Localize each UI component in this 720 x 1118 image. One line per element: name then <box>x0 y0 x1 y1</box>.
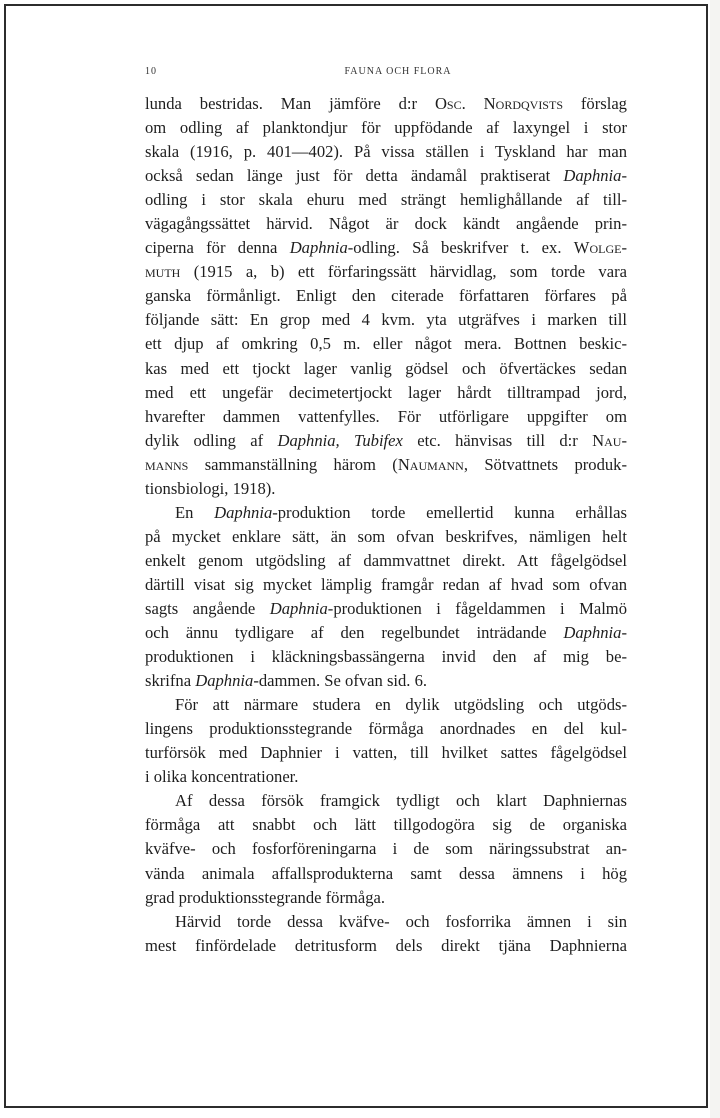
text-run: Af dessa försök framgick tydligt och klart Daphniernas <box>175 791 627 811</box>
page-number: 10 <box>145 66 157 77</box>
text-line <box>145 573 627 597</box>
text-run: med ett ungefär decimetertjockt lager hårdt tilltrampad jord, <box>145 382 627 402</box>
text-run: (1915 a, b) ett förfaringssätt härvidlag, som torde vara <box>180 262 627 282</box>
text-run: dylik odling af <box>145 430 278 450</box>
text-line <box>145 837 627 861</box>
text-run: kväfve- och fosforföreningarna i de som näringssubstrat an- <box>145 839 627 859</box>
text-line <box>145 549 627 573</box>
text-run: För att närmare studera en dylik utgödsling och utgöds- <box>175 695 627 715</box>
text-line <box>145 188 627 212</box>
italic-text: Daphnia <box>214 502 273 522</box>
small-caps-text: manns <box>145 454 189 474</box>
text-run: förslag <box>563 94 627 113</box>
text-line <box>145 308 627 332</box>
text-line <box>145 669 627 693</box>
text-line <box>145 621 627 645</box>
text-line <box>145 693 627 717</box>
text-run: enkelt genom utgödsling af dammvattnet direkt. Att fågelgödsel <box>145 550 627 570</box>
italic-text: Daphnia <box>269 598 328 618</box>
small-caps-text: Wolge- <box>573 238 627 258</box>
text-line <box>145 116 627 140</box>
text-line <box>145 357 627 381</box>
text-run: om odling af planktondjur för uppfödande af laxyngel i stor <box>145 118 627 138</box>
text-run: -dammen. Se ofvan sid. 6. <box>253 671 428 691</box>
running-header <box>145 66 627 82</box>
text-line <box>145 910 627 934</box>
body-text <box>145 92 627 958</box>
text-line <box>145 477 627 501</box>
text-line <box>145 717 627 741</box>
text-line <box>145 405 627 429</box>
text-run: tionsbiologi, 1918). <box>145 478 276 498</box>
small-caps-text: muth <box>145 262 181 282</box>
text-run: -produktion torde emellertid kunna erhållas <box>272 502 627 522</box>
text-run: hvarefter dammen vattenfylles. För utförligare uppgifter om <box>145 406 627 426</box>
text-run: -odling. Så beskrifver t. ex. <box>347 238 574 258</box>
text-run: ganska förmånligt. Enligt den citerade författaren förfares på <box>145 286 627 306</box>
text-run: skala (1916, p. 401—402). På vissa ställen i Tyskland har man <box>145 142 627 162</box>
text-line <box>145 236 627 260</box>
page-edge <box>710 0 720 1118</box>
text-line <box>145 525 627 549</box>
text-line <box>145 862 627 886</box>
text-line <box>145 813 627 837</box>
text-run: också sedan länge just för detta ändamål praktiserat <box>145 166 564 186</box>
text-line <box>145 212 627 236</box>
text-run: grad produktionsstegrande förmåga. <box>145 887 386 907</box>
text-run: ett djup af omkring 0,5 m. eller något mera. Bottnen beskic- <box>145 334 627 354</box>
italic-text: Daphnia- <box>563 166 627 186</box>
text-run: lingens produktionsstegrande förmåga anordnades en del kul- <box>145 719 627 739</box>
text-line <box>145 645 627 669</box>
text-line <box>145 164 627 188</box>
text-line <box>145 429 627 453</box>
text-line <box>145 597 627 621</box>
text-line <box>145 332 627 356</box>
text-run: mest finfördelade detritusform dels direkt tjäna Daphnierna <box>145 935 627 955</box>
text-run: turförsök med Daphnier i vatten, till hvilket sattes fågelgödsel <box>145 743 627 763</box>
running-title: FAUNA OCH FLORA <box>344 66 452 77</box>
text-run: lunda bestridas. Man jämföre d:r <box>145 94 435 113</box>
text-run: kas med ett tjockt lager vanlig gödsel och öfvertäckes sedan <box>145 358 627 378</box>
text-line <box>145 741 627 765</box>
text-line <box>145 886 627 910</box>
text-run: därtill visat sig mycket lämplig framgår redan af hvad som ofvan <box>145 574 627 594</box>
text-line <box>145 453 627 477</box>
text-run: vägagångssättet härvid. Något är dock kändt angående prin- <box>145 214 627 234</box>
italic-text: Daphnia <box>289 238 348 258</box>
text-run: förmåga att snabbt och lätt tillgodogöra sig de organiska <box>145 815 627 835</box>
text-run: skrifna <box>145 671 196 691</box>
text-run: i olika koncentrationer. <box>145 767 299 787</box>
text-run: -produktionen i fågeldammen i Malmö <box>327 598 628 618</box>
italic-text: Daphnia <box>195 671 254 691</box>
text-run: och ännu tydligare af den regelbundet inträdande <box>145 623 564 643</box>
text-line <box>145 501 627 525</box>
text-run: produktionen i kläckningsbassängerna invid den af mig be- <box>145 647 627 667</box>
text-run: sagts angående <box>145 598 270 618</box>
text-line <box>145 934 627 958</box>
text-line <box>145 789 627 813</box>
text-run: vända animala affallsprodukterna samt dessa ämnens i hög <box>145 863 627 883</box>
text-line <box>145 92 627 116</box>
text-line <box>145 140 627 164</box>
small-caps-text: Naumann <box>397 454 464 474</box>
text-line <box>145 381 627 405</box>
text-line <box>145 284 627 308</box>
text-run: etc. hänvisas till d:r <box>402 430 593 450</box>
text-run: följande sätt: En grop med 4 kvm. yta utgräfves i marken till <box>145 310 627 330</box>
text-line <box>145 765 627 789</box>
text-run: ciperna för denna <box>145 238 290 258</box>
small-caps-text: Osc. Nordqvists <box>434 94 563 113</box>
text-run: på mycket enklare sätt, än som ofvan beskrifves, nämligen helt <box>145 526 627 546</box>
italic-text: Daphnia- <box>563 623 627 643</box>
text-run: odling i stor skala ehuru med strängt hemlighållande af till- <box>145 190 627 210</box>
small-caps-text: Nau- <box>592 430 627 450</box>
text-run: , Sötvattnets produk- <box>463 454 627 474</box>
text-run: En <box>175 502 215 522</box>
text-run: sammanställning härom ( <box>188 454 398 474</box>
text-line <box>145 260 627 284</box>
text-run: Härvid torde dessa kväfve- och fosforrika ämnen i sin <box>175 911 627 931</box>
italic-text: Daphnia, Tubifex <box>277 430 403 450</box>
